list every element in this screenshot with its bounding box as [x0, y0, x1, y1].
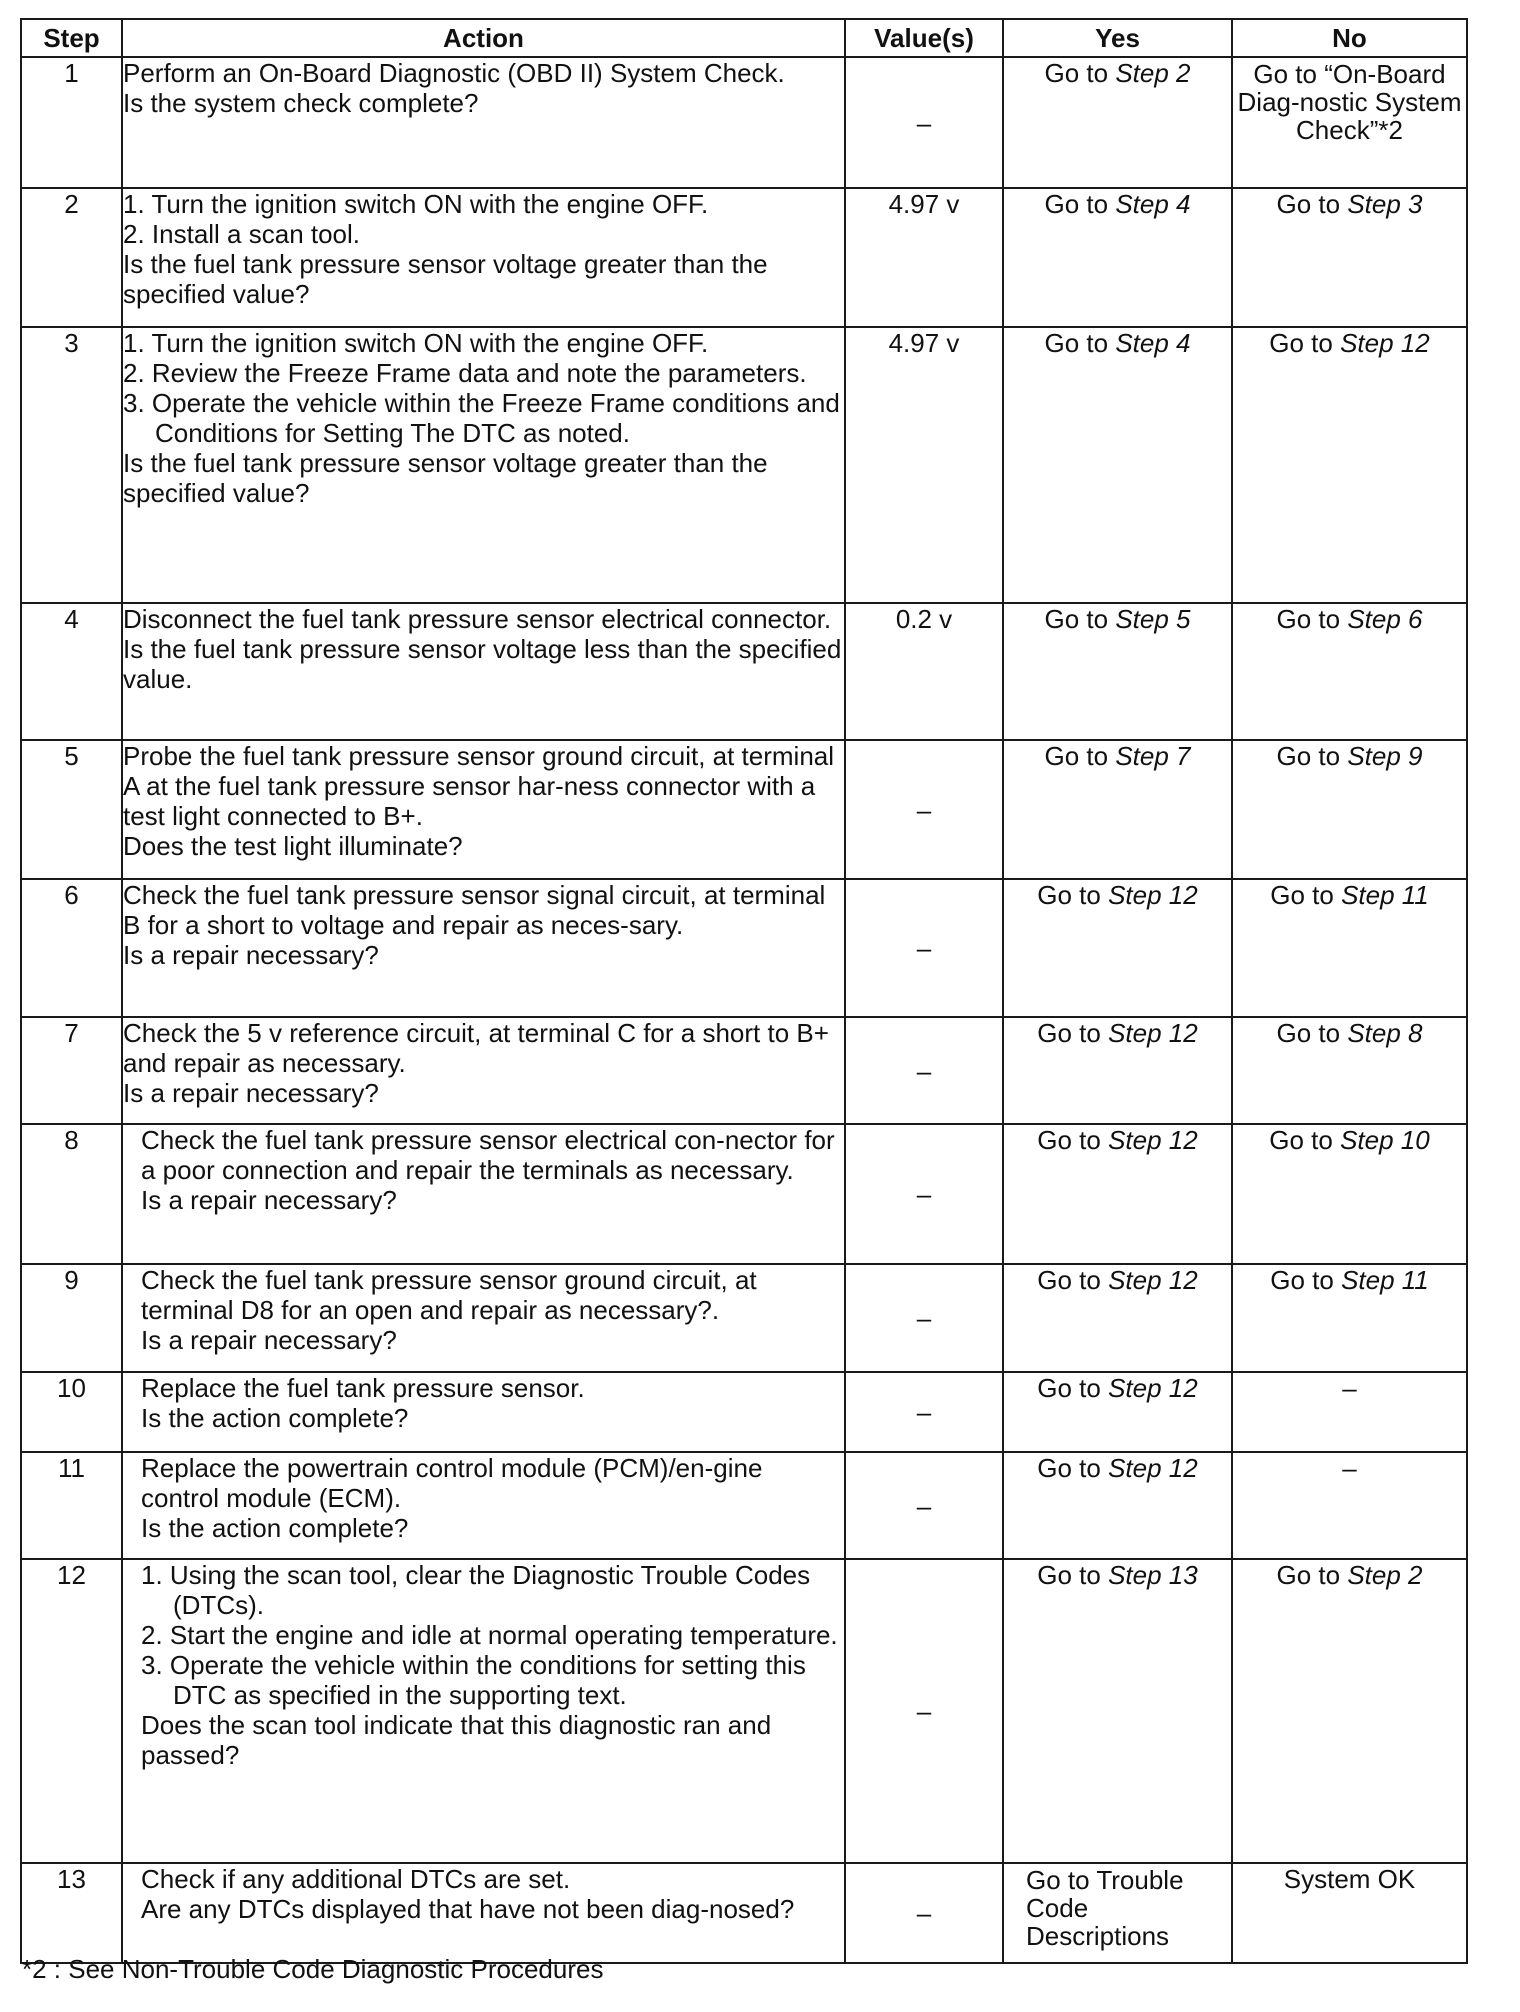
action-cell [122, 1372, 845, 1452]
table-row [21, 1559, 1467, 1863]
action-item: 3. Operate the vehicle within the Freeze Frame conditions and Conditions for Setting The DTC as noted. [123, 388, 840, 448]
action-question: Is a repair necessary? [141, 1185, 397, 1215]
step-number: 12 [21, 1559, 122, 1863]
action-cell [122, 1452, 845, 1559]
no-cell[interactable] [1232, 188, 1467, 327]
no-cell[interactable] [1232, 1017, 1467, 1124]
action-item: 2. Start the engine and idle at normal operating temperature. [141, 1620, 838, 1650]
no-prefix: Go to [1276, 604, 1348, 634]
yes-prefix: Go to [1037, 1018, 1109, 1048]
action-item: 1. Turn the ignition switch ON with the engine OFF. [123, 328, 709, 358]
yes-step-link[interactable]: Step 12 [1108, 880, 1198, 910]
no-prefix: Go to [1276, 741, 1348, 771]
action-cell [122, 603, 845, 740]
action-question: Does the scan tool indicate that this diagnostic ran and passed? [141, 1710, 772, 1770]
action-question: Is the action complete? [141, 1513, 409, 1543]
no-prefix: Go to [1270, 1265, 1342, 1295]
step-number: 7 [21, 1017, 122, 1124]
table-row [21, 1124, 1467, 1264]
header-no: No [1232, 19, 1467, 57]
yes-cell[interactable] [1003, 327, 1232, 603]
yes-cell[interactable] [1003, 740, 1232, 879]
action-cell [122, 188, 845, 327]
value-cell: – [845, 1559, 1003, 1863]
yes-prefix: Go to [1037, 1373, 1109, 1403]
yes-prefix: Go to [1037, 880, 1109, 910]
no-step-link[interactable]: Step 11 [1341, 1265, 1429, 1295]
table-row [21, 740, 1467, 879]
yes-prefix: Go to [1037, 1453, 1109, 1483]
yes-prefix: Go to [1037, 1125, 1109, 1155]
step-number: 6 [21, 879, 122, 1017]
yes-step-link[interactable]: Step 4 [1115, 189, 1191, 219]
yes-step-link[interactable]: Step 7 [1115, 741, 1191, 771]
no-cell[interactable] [1232, 1124, 1467, 1264]
yes-step-link[interactable]: Step 12 [1108, 1373, 1198, 1403]
table-row [21, 1372, 1467, 1452]
action-text: Check the 5 v reference circuit, at terminal C for a short to B+ and repair as necessary. [123, 1018, 829, 1078]
table-row [21, 1863, 1467, 1963]
diagnostic-table-page [20, 18, 1466, 1964]
value-cell: – [845, 1264, 1003, 1372]
no-cell[interactable] [1232, 740, 1467, 879]
no-prefix: Go to [1269, 328, 1341, 358]
step-number: 8 [21, 1124, 122, 1264]
header-values: Value(s) [845, 19, 1003, 57]
action-cell [122, 1863, 845, 1963]
action-text: Check the fuel tank pressure sensor electrical con-nector for a poor connection and repair the terminals as necessary. [141, 1125, 835, 1185]
no-prefix: Go to [1270, 880, 1342, 910]
action-cell [122, 57, 845, 188]
action-question: Is the action complete? [141, 1403, 409, 1433]
yes-cell[interactable] [1003, 1452, 1232, 1559]
value-cell: 4.97 v [845, 188, 1003, 327]
step-number: 9 [21, 1264, 122, 1372]
no-prefix: Go to [1276, 1560, 1348, 1590]
no-step-link[interactable]: Step 10 [1340, 1125, 1430, 1155]
yes-cell[interactable] [1003, 1372, 1232, 1452]
yes-prefix: Go to [1044, 328, 1116, 358]
header-action: Action [122, 19, 845, 57]
step-number: 4 [21, 603, 122, 740]
step-number: 11 [21, 1452, 122, 1559]
action-question: Is the fuel tank pressure sensor voltage less than the specified value. [123, 634, 842, 694]
action-text: Perform an On-Board Diagnostic (OBD II) System Check. [123, 58, 785, 88]
no-cell: – [1232, 1452, 1467, 1559]
value-cell: – [845, 57, 1003, 188]
table-row [21, 57, 1467, 188]
action-item: 1. Using the scan tool, clear the Diagnostic Trouble Codes (DTCs). [141, 1560, 811, 1620]
action-cell [122, 1559, 845, 1863]
yes-step-link[interactable]: Step 12 [1108, 1265, 1198, 1295]
table-row [21, 1017, 1467, 1124]
value-cell: – [845, 1372, 1003, 1452]
table-row [21, 188, 1467, 327]
action-question: Are any DTCs displayed that have not been diag-nosed? [141, 1894, 795, 1924]
action-question: Is the system check complete? [123, 88, 479, 118]
action-cell [122, 879, 845, 1017]
no-step-link[interactable]: Step 12 [1340, 328, 1430, 358]
action-text: Check the fuel tank pressure sensor ground circuit, at terminal D8 for an open and repair as necessary?. [141, 1265, 757, 1325]
yes-step-link[interactable]: Step 2 [1115, 58, 1191, 88]
action-question: Does the test light illuminate? [123, 831, 463, 861]
yes-cell[interactable] [1003, 879, 1232, 1017]
no-cell: System OK [1232, 1863, 1467, 1963]
yes-prefix: Go to [1037, 1560, 1109, 1590]
no-cell[interactable] [1232, 879, 1467, 1017]
step-number: 3 [21, 327, 122, 603]
action-item: 2. Install a scan tool. [123, 219, 361, 249]
table-row [21, 327, 1467, 603]
no-step-link[interactable]: Step 8 [1347, 1018, 1423, 1048]
table-row [21, 1264, 1467, 1372]
action-cell [122, 327, 845, 603]
action-question: Is the fuel tank pressure sensor voltage greater than the specified value? [123, 448, 768, 508]
table-row [21, 603, 1467, 740]
table-row [21, 879, 1467, 1017]
yes-prefix: Go to [1044, 189, 1116, 219]
action-cell [122, 1124, 845, 1264]
yes-cell[interactable]: Go to Trouble Code Descriptions [1003, 1863, 1232, 1963]
action-question: Is a repair necessary? [123, 940, 379, 970]
no-cell[interactable] [1232, 1559, 1467, 1863]
action-cell [122, 1017, 845, 1124]
step-number: 5 [21, 740, 122, 879]
action-question: Is a repair necessary? [141, 1325, 397, 1355]
action-item: 1. Turn the ignition switch ON with the engine OFF. [123, 189, 709, 219]
no-cell[interactable] [1232, 603, 1467, 740]
no-cell[interactable] [1232, 1264, 1467, 1372]
yes-cell[interactable] [1003, 1017, 1232, 1124]
value-cell: – [845, 1452, 1003, 1559]
action-text: Disconnect the fuel tank pressure sensor electrical connector. [123, 604, 832, 634]
yes-step-link[interactable]: Step 12 [1108, 1453, 1198, 1483]
action-question: Is the fuel tank pressure sensor voltage greater than the specified value? [123, 249, 768, 309]
value-cell: 4.97 v [845, 327, 1003, 603]
yes-cell[interactable] [1003, 1559, 1232, 1863]
yes-prefix: Go to [1044, 604, 1116, 634]
header-row [21, 19, 1467, 57]
yes-cell[interactable] [1003, 1264, 1232, 1372]
step-number: 13 [21, 1863, 122, 1963]
no-step-link[interactable]: Step 2 [1347, 1560, 1423, 1590]
action-text: Check if any additional DTCs are set. [141, 1864, 571, 1894]
no-cell: – [1232, 1372, 1467, 1452]
yes-step-link[interactable]: Step 12 [1108, 1125, 1198, 1155]
yes-cell[interactable] [1003, 1124, 1232, 1264]
yes-cell[interactable] [1003, 603, 1232, 740]
step-number: 1 [21, 57, 122, 188]
no-prefix: Go to [1269, 1125, 1341, 1155]
yes-step-link[interactable]: Step 4 [1115, 328, 1191, 358]
value-cell: – [845, 879, 1003, 1017]
value-cell: – [845, 740, 1003, 879]
no-prefix: Go to [1276, 189, 1348, 219]
header-yes: Yes [1003, 19, 1232, 57]
value-cell: 0.2 v [845, 603, 1003, 740]
step-number: 10 [21, 1372, 122, 1452]
action-text: Replace the powertrain control module (PCM)/en-gine control module (ECM). [141, 1453, 763, 1513]
action-text: Replace the fuel tank pressure sensor. [141, 1373, 585, 1403]
no-step-link[interactable]: Step 3 [1347, 189, 1423, 219]
value-cell: – [845, 1124, 1003, 1264]
no-prefix: Go to [1276, 1018, 1348, 1048]
action-item: 2. Review the Freeze Frame data and note the parameters. [123, 358, 807, 388]
no-step-link[interactable]: Step 6 [1347, 604, 1423, 634]
value-cell: – [845, 1017, 1003, 1124]
yes-cell[interactable] [1003, 188, 1232, 327]
footnote: *2 : See Non-Trouble Code Diagnostic Procedures [22, 1954, 604, 1984]
yes-prefix: Go to [1037, 1265, 1109, 1295]
action-question: Is a repair necessary? [123, 1078, 379, 1108]
yes-step-link[interactable]: Step 13 [1108, 1560, 1198, 1590]
header-step: Step [21, 19, 122, 57]
action-cell [122, 740, 845, 879]
no-step-link[interactable]: Step 11 [1341, 880, 1429, 910]
value-cell: – [845, 1863, 1003, 1963]
diagnostic-table [20, 18, 1468, 1964]
action-cell [122, 1264, 845, 1372]
yes-cell[interactable] [1003, 57, 1232, 188]
action-text: Check the fuel tank pressure sensor signal circuit, at terminal B for a short to voltage and repair as neces-sary. [123, 880, 826, 940]
yes-step-link[interactable]: Step 12 [1108, 1018, 1198, 1048]
yes-prefix: Go to [1044, 741, 1116, 771]
step-number: 2 [21, 188, 122, 327]
no-cell[interactable]: Go to “On-Board Diag-nostic System Check”*2 [1232, 57, 1467, 188]
no-cell[interactable] [1232, 327, 1467, 603]
no-step-link[interactable]: Step 9 [1347, 741, 1423, 771]
table-row [21, 1452, 1467, 1559]
action-text: Probe the fuel tank pressure sensor ground circuit, at terminal A at the fuel tank pressure sensor har-ness connector with a test light connected to B+. [123, 741, 835, 831]
action-item: 3. Operate the vehicle within the conditions for setting this DTC as specified in the supporting text. [141, 1650, 806, 1710]
yes-step-link[interactable]: Step 5 [1115, 604, 1191, 634]
yes-prefix: Go to [1044, 58, 1116, 88]
